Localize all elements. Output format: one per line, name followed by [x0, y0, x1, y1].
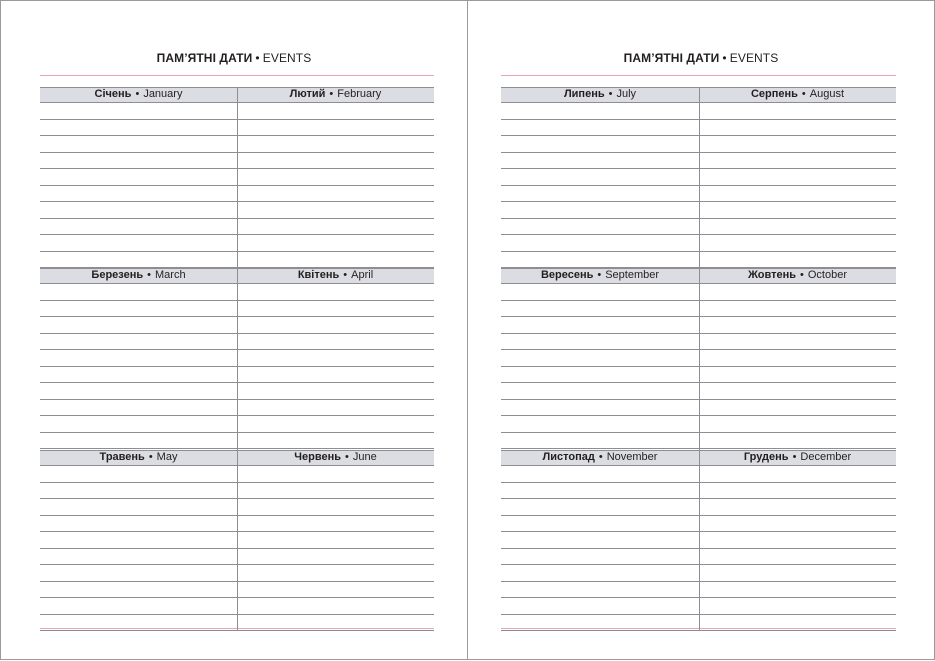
- month-name-english: June: [352, 451, 377, 463]
- column-divider: [237, 450, 238, 631]
- accent-rule-top: [501, 75, 896, 76]
- month-name-english: July: [616, 88, 637, 100]
- month-name-ukrainian: Лютий: [289, 88, 326, 100]
- month-label: [501, 87, 699, 103]
- month-name-ukrainian: Січень: [94, 88, 132, 100]
- month-name-ukrainian: Липень: [563, 88, 605, 100]
- month-name-ukrainian: Вересень: [540, 269, 594, 281]
- column-divider: [699, 450, 700, 631]
- month-name-english: August: [809, 88, 845, 100]
- month-name-ukrainian: Квітень: [297, 269, 340, 281]
- month-name-ukrainian: Жовтень: [747, 269, 797, 281]
- column-divider: [699, 268, 700, 450]
- month-name-english: November: [606, 451, 658, 463]
- events-grid: [501, 1, 896, 661]
- column-divider: [699, 87, 700, 268]
- month-separator: •: [608, 88, 613, 100]
- month-name-english: September: [605, 269, 660, 281]
- month-name-ukrainian: Травень: [99, 451, 145, 463]
- title-ukrainian: ПАМ’ЯТНІ ДАТИ: [623, 51, 720, 65]
- month-name-ukrainian: Серпень: [750, 88, 798, 100]
- month-name-ukrainian: Червень: [294, 451, 341, 463]
- month-label: [699, 268, 896, 284]
- title-ukrainian: ПАМ’ЯТНІ ДАТИ: [156, 51, 253, 65]
- month-label: [699, 87, 896, 103]
- column-divider: [237, 268, 238, 450]
- month-separator: •: [598, 451, 603, 463]
- title-separator: •: [255, 51, 260, 65]
- month-name-english: December: [800, 451, 852, 463]
- month-separator: •: [343, 269, 348, 281]
- month-name-english: January: [143, 88, 183, 100]
- month-label: [237, 268, 434, 284]
- month-separator: •: [597, 269, 602, 281]
- month-label: [40, 87, 237, 103]
- month-separator: •: [135, 88, 140, 100]
- month-separator: •: [801, 88, 806, 100]
- month-name-english: April: [351, 269, 374, 281]
- title-separator: •: [722, 51, 727, 65]
- month-separator: •: [148, 451, 153, 463]
- column-divider: [237, 87, 238, 268]
- month-name-ukrainian: Грудень: [743, 451, 789, 463]
- month-label: [40, 450, 237, 466]
- month-separator: •: [329, 88, 334, 100]
- month-name-english: May: [156, 451, 178, 463]
- right-page: [467, 0, 935, 660]
- month-name-english: March: [155, 269, 186, 281]
- month-label: [501, 450, 699, 466]
- month-name-english: February: [337, 88, 382, 100]
- month-label: [237, 87, 434, 103]
- month-separator: •: [345, 451, 349, 463]
- events-grid: [40, 1, 434, 661]
- month-name-english: October: [807, 269, 848, 281]
- month-label: [237, 450, 434, 466]
- month-separator: •: [800, 269, 804, 281]
- month-name-ukrainian: Березень: [91, 269, 144, 281]
- month-label: [699, 450, 896, 466]
- month-label: [501, 268, 699, 284]
- accent-rule-top: [40, 75, 434, 76]
- month-name-ukrainian: Листопад: [542, 451, 595, 463]
- month-separator: •: [792, 451, 797, 463]
- title-english: EVENTS: [729, 51, 779, 65]
- month-separator: •: [147, 269, 151, 281]
- left-page: [0, 0, 467, 660]
- month-label: [40, 268, 237, 284]
- title-english: EVENTS: [262, 51, 312, 65]
